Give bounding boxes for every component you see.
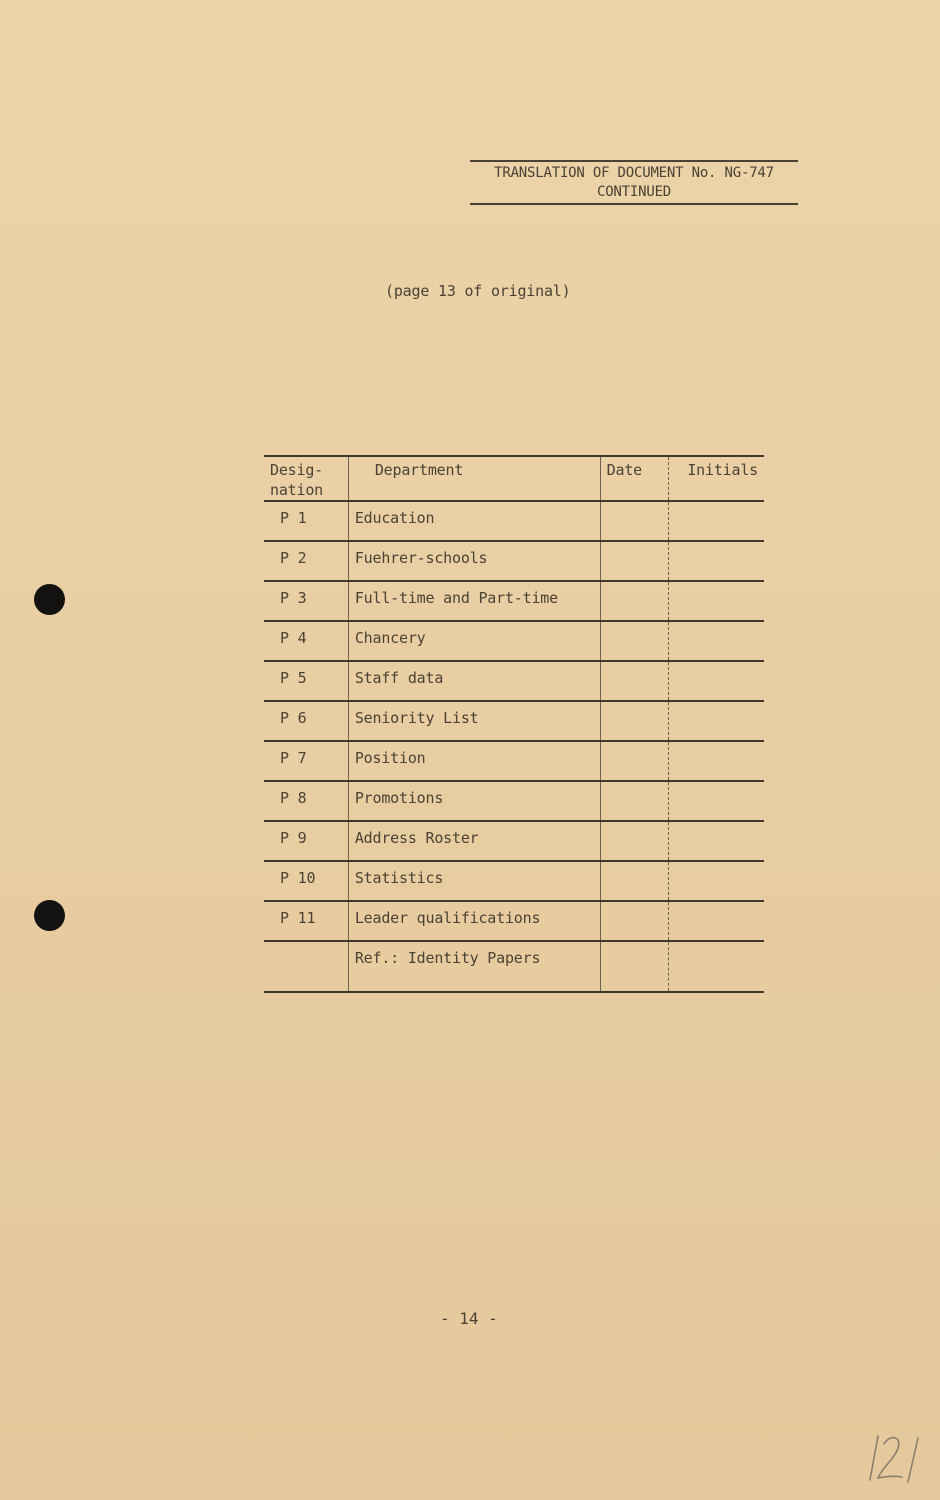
cell-designation: P 10	[264, 861, 348, 901]
table-row	[264, 661, 764, 701]
cell-date	[600, 661, 669, 701]
handwritten-page-number	[864, 1430, 928, 1486]
cell-date	[600, 541, 669, 581]
cell-department: Position	[348, 741, 600, 781]
cell-department: Chancery	[348, 621, 600, 661]
cell-initials	[669, 781, 764, 821]
header-title: TRANSLATION OF DOCUMENT No. NG-747	[494, 165, 774, 181]
cell-date	[600, 741, 669, 781]
cell-initials	[669, 741, 764, 781]
cell-department: Seniority List	[348, 701, 600, 741]
cell-initials	[669, 501, 764, 541]
table-row	[264, 781, 764, 821]
cell-department: Ref.: Identity Papers	[348, 941, 600, 992]
cell-department: Fuehrer-schools	[348, 541, 600, 581]
cell-date	[600, 701, 669, 741]
table-row	[264, 941, 764, 992]
table-row	[264, 501, 764, 541]
cell-department: Education	[348, 501, 600, 541]
header-designation: Desig- nation	[264, 456, 348, 501]
table-header-row	[264, 456, 764, 501]
page-note: (page 13 of original)	[385, 282, 571, 300]
cell-date	[600, 581, 669, 621]
cell-initials	[669, 581, 764, 621]
cell-initials	[669, 661, 764, 701]
table-row	[264, 621, 764, 661]
document-header	[470, 160, 798, 205]
cell-designation: P 1	[264, 501, 348, 541]
cell-initials	[669, 621, 764, 661]
cell-initials	[669, 901, 764, 941]
header-continued: CONTINUED	[596, 184, 672, 200]
cell-designation: P 7	[264, 741, 348, 781]
cell-designation: P 2	[264, 541, 348, 581]
table-row	[264, 861, 764, 901]
cell-initials	[669, 941, 764, 992]
header-initials: Initials	[669, 456, 764, 501]
cell-designation: P 8	[264, 781, 348, 821]
table-row	[264, 701, 764, 741]
department-table	[264, 455, 764, 993]
cell-designation: P 3	[264, 581, 348, 621]
page-number: - 14 -	[440, 1309, 498, 1328]
cell-date	[600, 501, 669, 541]
cell-department: Address Roster	[348, 821, 600, 861]
cell-department: Staff data	[348, 661, 600, 701]
cell-initials	[669, 541, 764, 581]
cell-designation: P 4	[264, 621, 348, 661]
cell-designation: P 9	[264, 821, 348, 861]
cell-date	[600, 861, 669, 901]
table-row	[264, 741, 764, 781]
header-department: Department	[348, 456, 600, 501]
punch-hole-bottom	[34, 900, 65, 931]
table-row	[264, 541, 764, 581]
punch-hole-top	[34, 584, 65, 615]
cell-department: Full-time and Part-time	[348, 581, 600, 621]
cell-designation	[264, 941, 348, 992]
table-row	[264, 821, 764, 861]
cell-designation: P 5	[264, 661, 348, 701]
cell-designation: P 11	[264, 901, 348, 941]
cell-initials	[669, 701, 764, 741]
table-row	[264, 581, 764, 621]
header-date: Date	[600, 456, 669, 501]
cell-department: Statistics	[348, 861, 600, 901]
cell-date	[600, 621, 669, 661]
cell-designation: P 6	[264, 701, 348, 741]
cell-department: Promotions	[348, 781, 600, 821]
table-row	[264, 901, 764, 941]
cell-initials	[669, 861, 764, 901]
cell-initials	[669, 821, 764, 861]
cell-date	[600, 901, 669, 941]
cell-date	[600, 941, 669, 992]
cell-date	[600, 821, 669, 861]
cell-department: Leader qualifications	[348, 901, 600, 941]
cell-date	[600, 781, 669, 821]
